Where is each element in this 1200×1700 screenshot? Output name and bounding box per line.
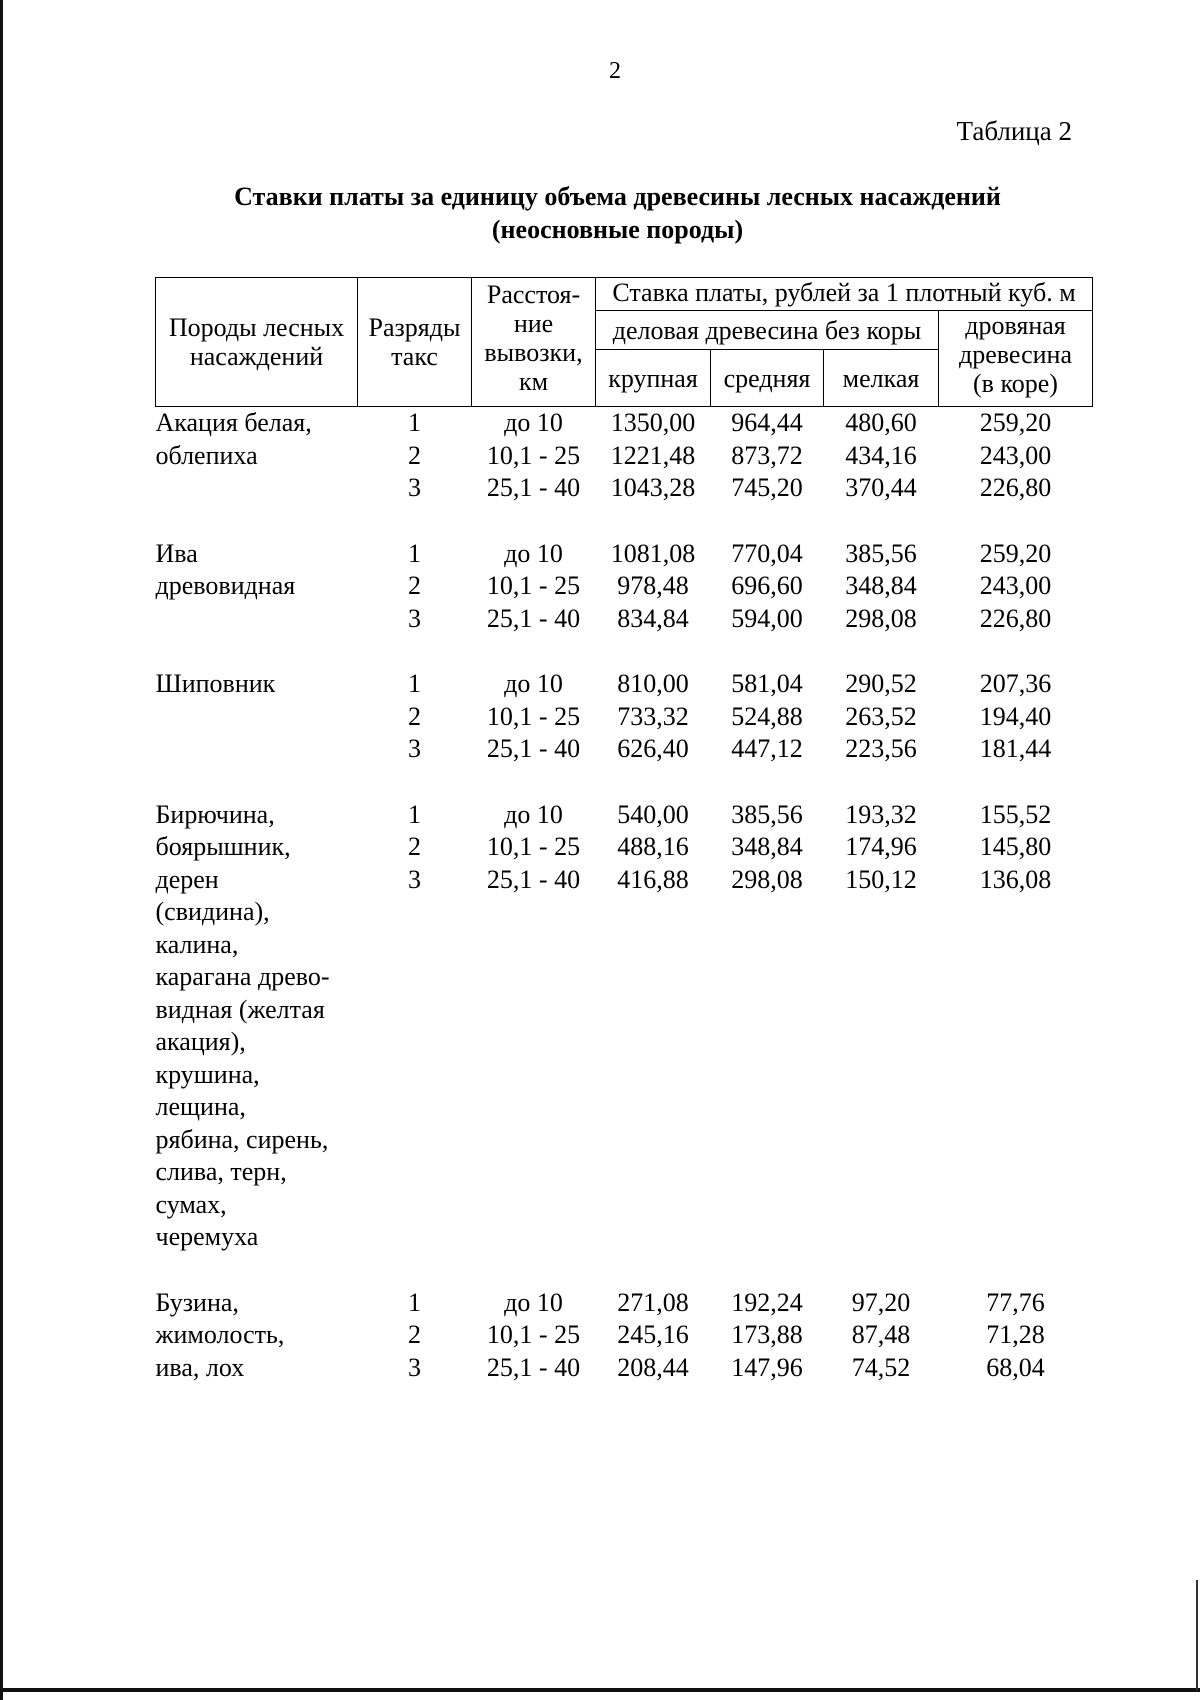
species-line: калина, <box>155 929 239 959</box>
fuel-rate-value: 243,00 <box>979 440 1052 470</box>
large-rate-value: 733,32 <box>617 701 689 731</box>
large-rate-value: 810,00 <box>617 669 689 698</box>
grade-value: 3 <box>408 473 421 502</box>
species-line: ива, лох <box>155 1352 245 1382</box>
large-rate-value: 488,16 <box>617 832 689 861</box>
header-grade-line: такс <box>391 342 438 371</box>
grade-value: 3 <box>408 1352 421 1382</box>
header-fuel-wood <box>939 311 1093 407</box>
distance-cell <box>472 668 596 766</box>
fuel-rate-cell <box>939 538 1093 636</box>
distance-value: до 10 <box>504 1287 563 1317</box>
rates-table <box>155 277 1093 1384</box>
group-spacer <box>156 505 1093 538</box>
header-business-wood: деловая древесина без коры <box>596 311 939 350</box>
medium-rate-value: 447,12 <box>731 734 803 763</box>
grade-value: 2 <box>408 440 421 470</box>
medium-rate-value: 581,04 <box>731 669 803 698</box>
small-rate-value: 193,32 <box>845 799 917 829</box>
header-distance-line: ние <box>513 309 554 338</box>
large-rate-value: 1081,08 <box>610 538 696 568</box>
species-line: слива, терн, <box>155 1157 287 1186</box>
grade-value: 1 <box>408 1287 421 1317</box>
fuel-rate-value: 226,80 <box>979 603 1052 633</box>
species-line: древовидная <box>155 571 296 600</box>
grade-value: 2 <box>408 832 421 861</box>
species-line: боярышник, <box>155 832 291 861</box>
species-line: Бузина, <box>155 1287 239 1317</box>
table-row <box>156 799 1093 1254</box>
page-number: 2 <box>609 58 621 84</box>
species-line: лещина, <box>155 1092 246 1121</box>
medium-rate-cell <box>711 799 824 1254</box>
distance-value: 10,1 - 25 <box>486 832 581 861</box>
species-line: крушина, <box>155 1059 260 1089</box>
fuel-rate-cell <box>939 407 1093 505</box>
small-rate-value: 480,60 <box>845 408 917 437</box>
header-fuel-line: (в коре) <box>973 369 1058 398</box>
small-rate-value: 385,56 <box>845 538 917 568</box>
medium-rate-cell <box>711 538 824 636</box>
small-rate-cell <box>824 799 939 1254</box>
medium-rate-value: 348,84 <box>731 832 803 861</box>
header-grade-line: Разряды <box>368 313 461 342</box>
scan-edge-bottom <box>0 1688 1200 1692</box>
species-line: жимолость, <box>155 1320 285 1349</box>
large-rate-cell <box>596 668 711 766</box>
grade-cell <box>358 668 472 766</box>
large-rate-value: 271,08 <box>617 1287 689 1317</box>
large-rate-value: 245,16 <box>617 1320 689 1349</box>
grade-value: 1 <box>408 799 421 829</box>
species-cell <box>156 538 358 636</box>
header-species-line: насаждений <box>189 342 324 371</box>
fuel-rate-value: 181,44 <box>979 734 1052 763</box>
small-rate-value: 298,08 <box>845 603 917 633</box>
medium-rate-cell <box>711 668 824 766</box>
distance-value: до 10 <box>504 408 563 437</box>
fuel-rate-value: 68,04 <box>986 1352 1045 1382</box>
spacer-cell <box>156 1254 1093 1287</box>
species-line: дерен <box>155 864 219 894</box>
large-rate-value: 626,40 <box>617 734 689 763</box>
header-large: крупная <box>596 350 711 407</box>
species-line: сумах, <box>155 1189 227 1219</box>
large-rate-cell <box>596 1287 711 1385</box>
grade-value: 1 <box>408 669 421 698</box>
large-rate-value: 416,88 <box>617 864 689 894</box>
large-rate-value: 1350,00 <box>610 408 696 437</box>
group-spacer <box>156 766 1093 799</box>
fuel-rate-cell <box>939 668 1093 766</box>
document-title <box>150 180 1085 246</box>
small-rate-value: 290,52 <box>845 669 917 698</box>
medium-rate-value: 696,60 <box>731 571 803 600</box>
header-distance-line: вывозки, <box>484 338 583 367</box>
large-rate-value: 1043,28 <box>610 473 696 502</box>
distance-value: 10,1 - 25 <box>486 440 581 470</box>
species-line: рябина, сирень, <box>155 1124 329 1154</box>
distance-value: 10,1 - 25 <box>486 571 581 600</box>
header-species-line: Породы лесных <box>168 313 345 342</box>
species-line: (свидина), <box>155 897 270 926</box>
grade-cell <box>358 799 472 1254</box>
header-grade <box>358 278 472 407</box>
small-rate-value: 87,48 <box>851 1320 911 1349</box>
small-rate-cell <box>824 1287 939 1385</box>
large-rate-value: 1221,48 <box>610 440 696 470</box>
fuel-rate-value: 145,80 <box>979 832 1052 861</box>
small-rate-cell <box>824 538 939 636</box>
fuel-rate-value: 194,40 <box>979 701 1052 731</box>
species-cell <box>156 799 358 1254</box>
large-rate-value: 540,00 <box>617 799 689 829</box>
rates-table-header <box>156 278 1093 407</box>
medium-rate-value: 873,72 <box>731 440 803 470</box>
scan-edge-left <box>0 0 3 1700</box>
distance-value: 10,1 - 25 <box>486 701 581 731</box>
medium-rate-cell <box>711 1287 824 1385</box>
group-spacer <box>156 1254 1093 1287</box>
fuel-rate-value: 136,08 <box>979 864 1052 894</box>
medium-rate-value: 385,56 <box>731 799 803 829</box>
header-rate: Ставка платы, рублей за 1 плотный куб. м <box>596 278 1093 311</box>
distance-value: до 10 <box>504 538 563 568</box>
species-line: видная (желтая <box>155 994 325 1024</box>
distance-value: 25,1 - 40 <box>486 603 581 633</box>
medium-rate-cell <box>711 407 824 505</box>
large-rate-cell <box>596 407 711 505</box>
large-rate-cell <box>596 799 711 1254</box>
grade-value: 2 <box>408 571 421 600</box>
medium-rate-value: 147,96 <box>731 1352 803 1382</box>
species-line: черемуха <box>155 1222 259 1251</box>
fuel-rate-value: 243,00 <box>979 571 1052 600</box>
spacer-cell <box>156 635 1093 668</box>
small-rate-value: 74,52 <box>851 1352 911 1382</box>
distance-cell <box>472 538 596 636</box>
small-rate-value: 150,12 <box>845 864 917 894</box>
medium-rate-value: 192,24 <box>731 1287 803 1317</box>
species-line: карагана древо- <box>155 962 330 991</box>
distance-value: до 10 <box>504 669 563 698</box>
distance-cell <box>472 799 596 1254</box>
fuel-rate-value: 226,80 <box>979 473 1052 502</box>
distance-value: до 10 <box>504 799 563 829</box>
medium-rate-value: 594,00 <box>731 603 803 633</box>
table-row <box>156 1287 1093 1385</box>
table-label: Таблица 2 <box>956 116 1072 146</box>
species-line: Акация белая, <box>155 408 312 437</box>
fuel-rate-value: 71,28 <box>986 1320 1045 1349</box>
distance-value: 10,1 - 25 <box>486 1320 581 1349</box>
grade-value: 3 <box>408 603 421 633</box>
grade-value: 3 <box>408 734 421 763</box>
small-rate-value: 434,16 <box>845 440 917 470</box>
grade-value: 1 <box>408 408 421 437</box>
medium-rate-value: 524,88 <box>731 701 803 731</box>
medium-rate-value: 770,04 <box>731 538 803 568</box>
header-medium: средняя <box>711 350 824 407</box>
fuel-rate-value: 259,20 <box>979 538 1052 568</box>
header-small: мелкая <box>824 350 939 407</box>
species-cell <box>156 668 358 766</box>
distance-value: 25,1 - 40 <box>486 1352 581 1382</box>
grade-value: 3 <box>408 864 421 894</box>
species-cell <box>156 407 358 505</box>
header-species <box>156 278 358 407</box>
title-line-1: Ставки платы за единицу объема древесины лесных насаждений <box>234 182 1001 211</box>
grade-cell <box>358 407 472 505</box>
medium-rate-value: 745,20 <box>731 473 803 502</box>
grade-cell <box>358 1287 472 1385</box>
header-fuel-line: древесина <box>959 340 1072 369</box>
distance-value: 25,1 - 40 <box>486 734 581 763</box>
small-rate-value: 370,44 <box>845 473 917 502</box>
distance-value: 25,1 - 40 <box>486 473 581 502</box>
small-rate-value: 174,96 <box>845 832 917 861</box>
species-line: Бирючина, <box>155 799 275 829</box>
medium-rate-value: 964,44 <box>731 408 803 437</box>
small-rate-value: 348,84 <box>845 571 917 600</box>
fuel-rate-value: 155,52 <box>979 799 1052 829</box>
small-rate-value: 263,52 <box>845 701 917 731</box>
small-rate-cell <box>824 668 939 766</box>
fuel-rate-value: 207,36 <box>979 669 1052 698</box>
species-line: акация), <box>155 1027 246 1056</box>
header-distance <box>472 278 596 407</box>
species-line: Шиповник <box>155 669 276 698</box>
small-rate-value: 223,56 <box>845 734 917 763</box>
group-spacer <box>156 635 1093 668</box>
title-line-2: (неосновные породы) <box>491 215 744 244</box>
fuel-rate-cell <box>939 1287 1093 1385</box>
species-line: Ива <box>155 538 198 568</box>
large-rate-value: 834,84 <box>617 603 689 633</box>
large-rate-value: 978,48 <box>617 571 689 600</box>
table-row <box>156 538 1093 636</box>
medium-rate-value: 298,08 <box>731 864 803 894</box>
medium-rate-value: 173,88 <box>731 1320 803 1349</box>
small-rate-value: 97,20 <box>851 1287 911 1317</box>
fuel-rate-value: 259,20 <box>979 408 1052 437</box>
distance-cell <box>472 1287 596 1385</box>
table-row <box>156 407 1093 505</box>
species-cell <box>156 1287 358 1385</box>
grade-cell <box>358 538 472 636</box>
table-row <box>156 668 1093 766</box>
grade-value: 2 <box>408 1320 421 1349</box>
header-distance-line: км <box>518 367 549 396</box>
species-line: облепиха <box>155 440 258 470</box>
large-rate-cell <box>596 538 711 636</box>
small-rate-cell <box>824 407 939 505</box>
fuel-rate-cell <box>939 799 1093 1254</box>
header-distance-line: Расстоя- <box>486 280 581 309</box>
grade-value: 1 <box>408 538 421 568</box>
header-fuel-line: дровяная <box>965 311 1066 340</box>
spacer-cell <box>156 505 1093 538</box>
fuel-rate-value: 77,76 <box>986 1287 1045 1317</box>
distance-value: 25,1 - 40 <box>486 864 581 894</box>
large-rate-value: 208,44 <box>617 1352 689 1382</box>
spacer-cell <box>156 766 1093 799</box>
rates-table-body <box>156 407 1093 1385</box>
grade-value: 2 <box>408 701 421 731</box>
scan-edge-right <box>1196 1580 1198 1690</box>
distance-cell <box>472 407 596 505</box>
